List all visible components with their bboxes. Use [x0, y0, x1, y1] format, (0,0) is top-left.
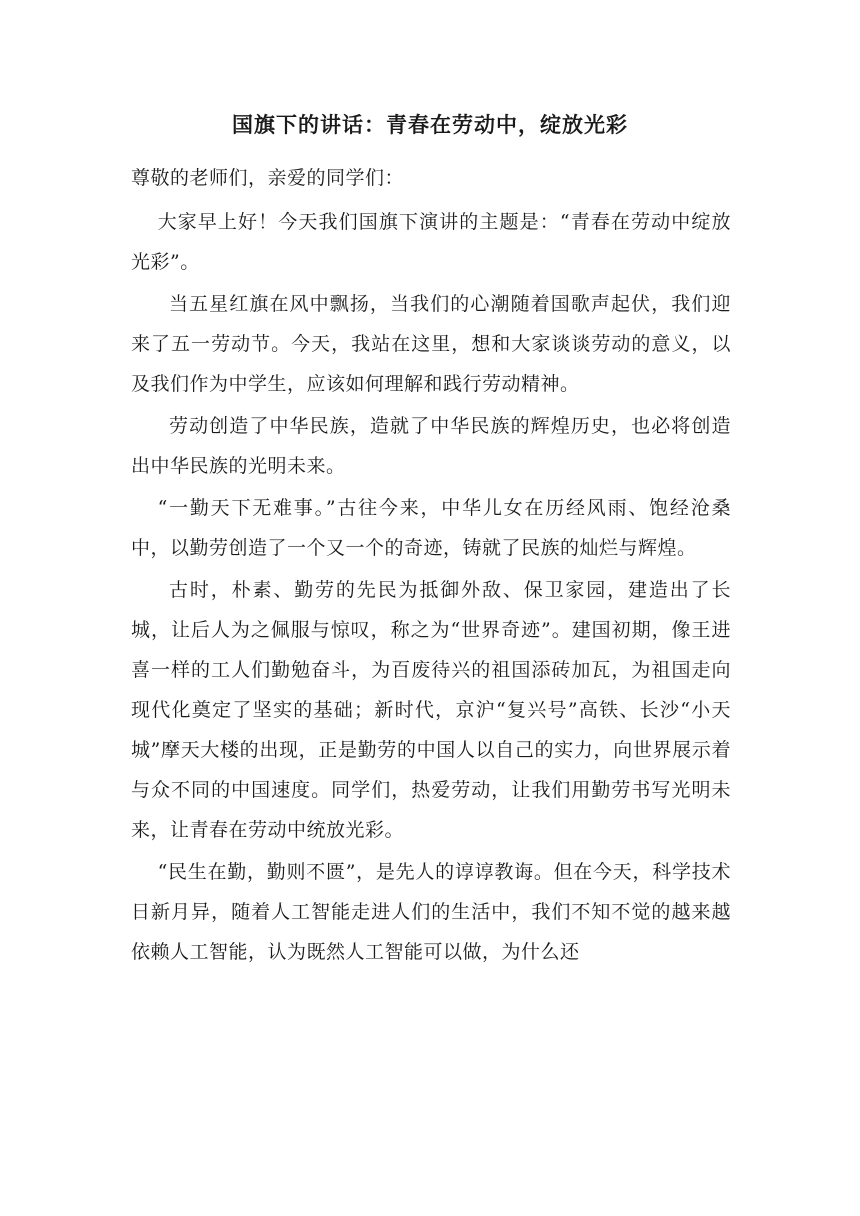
paragraph-1: 大家早上好！今天我们国旗下演讲的主题是：“青春在劳动中绽放光彩”。: [131, 211, 731, 273]
document-title: 国旗下的讲话：青春在劳动中，绽放光彩: [232, 112, 628, 137]
paragraph-2: 当五星红旗在风中飘扬，当我们的心潮随着国歌声起伏，我们迎来了五一劳动节。今天，我站在这里，想和大家谈谈劳动的意义，以及我们作为中学生，应该如何理解和践行劳动精神。: [131, 293, 731, 395]
document-body: [131, 158, 731, 974]
paragraph-3: 劳动创造了中华民族，造就了中华民族的辉煌历史，也必将创造出中华民族的光明未来。: [131, 415, 731, 477]
salutation: 尊敬的老师们，亲爱的同学们：: [131, 167, 405, 189]
paragraph-6: “民生在勤，勤则不匮”，是先人的谆谆教诲。但在今天，科学技术日新月异，随着人工智能走进人们的生活中，我们不知不觉的越来越依赖人工智能，认为既然人工智能可以做，为什么还: [131, 861, 731, 963]
paragraph-4: “一勤天下无难事。”古往今来，中华儿女在历经风雨、饱经沧桑中，以勤劳创造了一个又一个的奇迹，铸就了民族的灿烂与辉煌。: [131, 497, 731, 559]
paragraph-5: 古时，朴素、勤劳的先民为抵御外敌、保卫家园，建造出了长城，让后人为之佩服与惊叹，称之为“世界奇迹”。建国初期，像王进喜一样的工人们勤勉奋斗，为百废待兴的祖国添砖加瓦，为祖国走向现代化奠定了坚实的基础；新时代，京沪“复兴号”高铁、长沙“小天城”摩天大楼的出现，正是勤劳的中国人以自己的实力，向世界展示着与众不同的中国速度。同学们，热爱劳动，让我们用勤劳书写光明未来，让青春在劳动中统放光彩。: [131, 579, 731, 841]
